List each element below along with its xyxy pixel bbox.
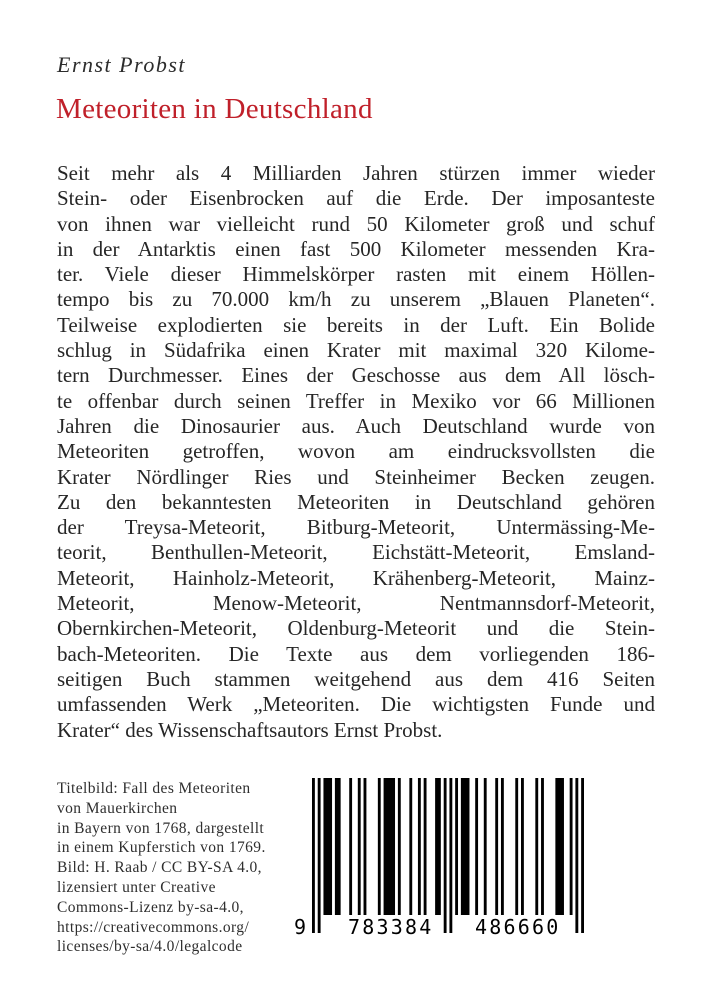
body-line: seitigen Buch stammen weitgehend aus dem 416 Seiten [57,666,655,691]
body-line: Krater Nördlinger Ries und Steinheimer Becken zeugen. [57,464,655,489]
body-line: bach-Meteoriten. Die Texte aus dem vorliegenden 186- [57,641,655,666]
credit-line: Bild: H. Raab / CC BY-SA 4.0, [57,859,262,877]
body-line: Obernkirchen-Meteorit, Oldenburg-Meteorit und die Stein- [57,616,655,641]
credit-line: lizensiert unter Creative [57,878,216,896]
body-line: Krater“ des Wissenschaftsautors Ernst Probst. [57,717,443,742]
author-name: Ernst Probst [57,52,187,77]
body-line: tern Durchmesser. Eines der Geschosse aus dem All lösch- [57,363,655,388]
body-line: Meteorit, Hainholz-Meteorit, Krähenberg-Meteorit, Mainz- [57,565,655,590]
barcode-bars-graphic [312,778,584,933]
body-line: Seit mehr als 4 Milliarden Jahren stürzen immer wieder [57,161,655,185]
credit-line: https://creativecommons.org/ [57,918,250,936]
credit-line: in Bayern von 1768, dargestellt [57,819,265,837]
barcode-digits-right: 486660 [475,915,561,939]
credit-line: licenses/by-sa/4.0/legalcode [57,938,243,956]
cover-image-credit [57,779,266,957]
body-line: Meteorit, Menow-Meteorit, Nentmannsdorf-Meteorit, [57,591,655,616]
body-line: ter. Viele dieser Himmelskörper rasten mit einem Höllen- [57,262,655,287]
credit-line: von Mauerkirchen [57,799,178,817]
body-line: der Treysa-Meteorit, Bitburg-Meteorit, Untermässing-Me- [57,515,655,540]
credit-line: in einem Kupferstich von 1769. [57,839,266,857]
credit-line: Titelbild: Fall des Meteoriten [57,780,251,797]
book-title: Meteoriten in Deutschland [56,93,373,125]
body-line: von ihnen war vielleicht rund 50 Kilometer groß und schuf [57,211,655,236]
body-line: Zu den bekanntesten Meteoriten in Deutschland gehören [57,489,655,514]
body-line: in der Antarktis einen fast 500 Kilometer messenden Kra- [57,236,655,261]
description-paragraph [57,161,655,743]
credit-line: Commons-Lizenz by-sa-4.0, [57,898,244,916]
body-line: schlug in Südafrika einen Krater mit maximal 320 Kilome- [57,338,655,363]
barcode-digit-leading: 9 [294,915,307,939]
body-line: te offenbar durch seinen Treffer in Mexiko vor 66 Millionen [57,388,655,413]
barcode-digits-left: 783384 [348,915,434,939]
body-line: tempo bis zu 70.000 km/h zu unserem „Blauen Planeten“. [57,287,655,312]
body-line: umfassenden Werk „Meteoriten. Die wichtigsten Funde und [57,692,655,717]
body-line: Jahren die Dinosaurier aus. Auch Deutschland wurde von [57,413,655,438]
body-line: Teilweise explodierten sie bereits in der Luft. Ein Bolide [57,312,655,337]
body-line: Stein- oder Eisenbrocken auf die Erde. Der imposanteste [57,186,655,211]
body-line: teorit, Benthullen-Meteorit, Eichstätt-Meteorit, Emsland- [57,540,655,565]
body-line: Meteoriten getroffen, wovon am eindrucksvollsten die [57,439,655,464]
isbn-barcode [294,778,594,938]
